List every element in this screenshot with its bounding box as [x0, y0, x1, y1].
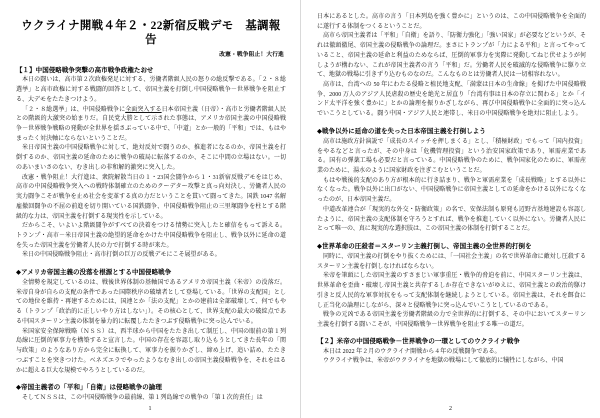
- paragraph: 高市は施政方針演説で「成長のスイッチを押しまくる」とし、「積極財政」でもって「国内投資」をやるなどと言ったが、その中身は「危機管理投資」という治安国家政策であり、軍需産業である。国有の弾薬工場も必要だと言っている。中国侵略戦争のために、戦争国家化のために、軍需産業のために、湯水のように国家財政を注ぎこむということだ。: [317, 138, 586, 174]
- paragraph: 日本にあるとした。高市の言う「日本列島を強く豊かに」というのは、この中国侵略戦争を全面的に遂行する体制をつくるということだ。: [317, 14, 586, 30]
- paragraph: 全情勢を規定しているのは、戦後世界体制の基軸国であるアメリカ帝国主義（米帝）の没落だ。米帝自身が自らの支配の条件であった国際秩序の破壊者として登場している。「世界の支配国」としての地位を維持・再建するためには、国連とか「法の支配」とかの建前は全部破壊して、何でもやる（トランプ「政治的に正しいやり方はしない」）。その核心として、世界支配の最大の破綻点である中国スターリン主義の体制を暴力的に転覆したたきつぶす侵略戦争に突っ込んでいる。: [16, 280, 286, 325]
- section-heading: 【１】中国侵略戦争突撃の高市戦争政権たおせ: [16, 66, 154, 74]
- paragraph: 高市ら帝国主義者は「平和」「自衛」を語り、「防衛力強化」「強い国家」が必要などというが、それは徹頭徹尾、帝国主義の侵略戦争の論理だ。まさにトランプが「力による平和」と言ってやっていること、帝国主義の延命と利益のためならば、圧倒的軍事力を実際に発動してねじ伏せようが何しようが構わない、これが帝国主義者の言う「平和」だ。労働者人民を破滅的な侵略戦争に駆り立て、地獄の戦場に引きずり込むものなのだ。こんなものとは労働者人民は一切相容れない。: [317, 33, 586, 79]
- paragraph: 同時に、帝国主義の打倒をやり抜くためには、「一国社会主義」の名で世界革命に敵対し圧殺するスターリン主義を打倒しなければならない。: [317, 253, 586, 270]
- section-heading: ◆戦争以外に延命の道を失った日本帝国主義を打倒しよう: [317, 127, 486, 135]
- paragraph: 「２・８総選挙」は、中国侵略戦争に全面突入する日本帝国主義（日帝）・高市と労働者階級人民との階級的大激突の始まりだ。自民党大勝として示された事態は、アメリカ帝国主義の中国侵略戦争－世界戦争戦略の発動が全世界を揺さぶっている中で、「中道」とか一般的「平和」では、もはやまったく対決軸にならないということだ。: [16, 106, 287, 142]
- paragraph: 米帝を筆頭にした帝国主義のすさまじい軍事重圧・戦争的脅迫を前に、中国スターリン主義は、世界革命を歪曲・破壊し帝国主義と共存するしか存在できないがゆえに、帝国主義との政治的駆け引きと反人民的な軍事対抗をもって支配体制を継続しようとしている。帝国主義は、それを餌食にし正当化の論理にしながら、深々と侵略戦争に突っ込んでいこうとしているのである。: [317, 273, 586, 309]
- page-number-1: 1: [148, 406, 152, 412]
- section-heading: ◆世界革命の圧殺者＝スターリン主義打倒し、帝国主義の全世界的打倒を: [317, 243, 532, 251]
- paragraph: 高市は、台湾への 50 年にわたる侵略と植民地支配、「満蒙は日本の生命線」を掲げた中国侵略戦争、2000 万人のアジア人民虐殺の歴史を絶光と居直り「台湾有事は日本の存立に関わる」とか「インド太平洋を強く豊かに」とかの論理を振りかざしながら、再び中国侵略戦争に全面的に突っ込んでいこうとしている。闘う中国・アジア人民と連帯し、米日の中国侵略戦争を絶対に阻止しよう。: [317, 82, 586, 118]
- document-byline: 改憲・戦争阻止！大行進: [219, 51, 284, 58]
- section-heading: ◆アメリカ帝国主義の没落を根源とする中国侵略戦争: [16, 269, 172, 277]
- paragraph: だからこそ、いよいよ階級闘争がすべての決着をつける情勢に突入したと確信をもって訴える。トランプ・高市－米日帝国主義の絶望的延命をかけた中国侵略戦争を阻止し、戦争以外に延命の道を失った帝国主義を労働者人民の力で打倒する時が来た。: [16, 223, 286, 249]
- paragraph: 本日は 2022 年２月のウクライナ開戦から４年の反戦闘争である。: [323, 348, 501, 355]
- page-2: [300, 0, 600, 418]
- section-heading: 【２】米帝の中国侵略戦争－世界戦争の一環としてのウクライナ戦争: [317, 337, 520, 345]
- paragraph: 米国家安全保障戦略（ＮＳＳ）は、西半球から中国をたたき出して制圧し、中国の眼前の第１列島線に圧倒的軍事力を構築すると宣言した。中国の存在を容認し取り込もうとしてきた長年の「関与政策」のようなあり方から完全に転換して、軍事力を振りかざし、締め上げ、追い詰め、たたきつぶすことを突きつけた。ベネズエラでやったようなむき出しの帝国主義侵略戦争を、それをはるかに超える巨大な規模でやろうとしているのだ。: [16, 328, 286, 374]
- page-number-2: 2: [449, 406, 452, 412]
- paragraph: 中道改革連合が「現実的な外交・防衛政策」の名で、安保法制も原発も辺野古基地建設も容認したように、帝国主義の支配体制を守ろうとすれば、戦争を推進していく以外にない。労働者人民にとって唯一の、真に現実的な選択肢は、この帝国主義の体制を打倒することだ。: [317, 206, 586, 233]
- paragraph: もはや戦後的支配のあり方が根本的に行き詰まり、戦争と軍需産業を「成長戦略」とする以外になくなった。戦争以外に出口がない、中国侵略戦争に帝国主義としての延命をかける以外になくなったのが、日本帝国主義だ。: [317, 177, 586, 204]
- paragraph: 米日の中国侵略戦争阻止・高市打倒の巨万の反戦デモにこそ展望がある。: [22, 252, 221, 259]
- paragraph: 本日の闘いは、高市第２次政権発足に対する、労働者階級人民の怒りの総反撃である。「２・８総選挙」と高市政権に対する戦闘的回答として、帝国主義を打倒し中国侵略戦争－世界戦争を阻止する、大デモをたたきつけよう。: [16, 77, 286, 103]
- paragraph: 改憲・戦争阻止！大行進は、衆院解散当日の１・23国会闘争から１・31新宿反戦デモをはじめ、高市の中国侵略戦争突入への戦時体制確立のためのクーデター攻撃と真っ向対決し、労働者人民の実力闘争こそが戦争を止め社会を変革する真の力だということを貫いて闘ってきた。国鉄 1047 名解雇撤回闘争の不屈の前進を切り開いている国鉄闘争、中国侵略戦争阻止の三里塚闘争を柱とする階級的な力は、帝国主義を打倒する現実性を示している。: [16, 174, 286, 220]
- paragraph: そしてＮＳＳは、この中国侵略戦争の最前線、第１列島線での戦争の「第１次的責任」は: [22, 395, 263, 402]
- paragraph: ウクライナ戦争は、米帝がウクライナを地獄の戦場にして徹底的に犠牲にしながら、中国: [323, 358, 564, 365]
- paragraph: 戦争の元凶である帝国主義を労働者階級の力で全世界的に打倒する、その中においてスターリン主義を打倒する闘いこそが、中国侵略戦争－世界戦争を阻止する唯一の道だ。: [317, 312, 586, 328]
- document-title: ウクライナ開戦４年２・22新宿反戦デモ 基調報告: [21, 20, 281, 47]
- page-2-body: [317, 13, 586, 367]
- page-1-body: [16, 67, 286, 404]
- emphasis-underline: 全面突入する: [125, 106, 162, 113]
- paragraph: 米日帝国主義の中国侵略戦争に対して、絶対反対で闘うのか、推進者になるのか、帝国主義を打倒するのか、帝国主義の延命のために戦争の破局に転落するのか、そこに中間の立場はない。一切のあいまいさのない、むき出しの非和解的激突に突入した。: [16, 145, 286, 171]
- section-heading: ◆帝国主義者の「平和」「自衛」は侵略戦争の論理: [16, 384, 162, 392]
